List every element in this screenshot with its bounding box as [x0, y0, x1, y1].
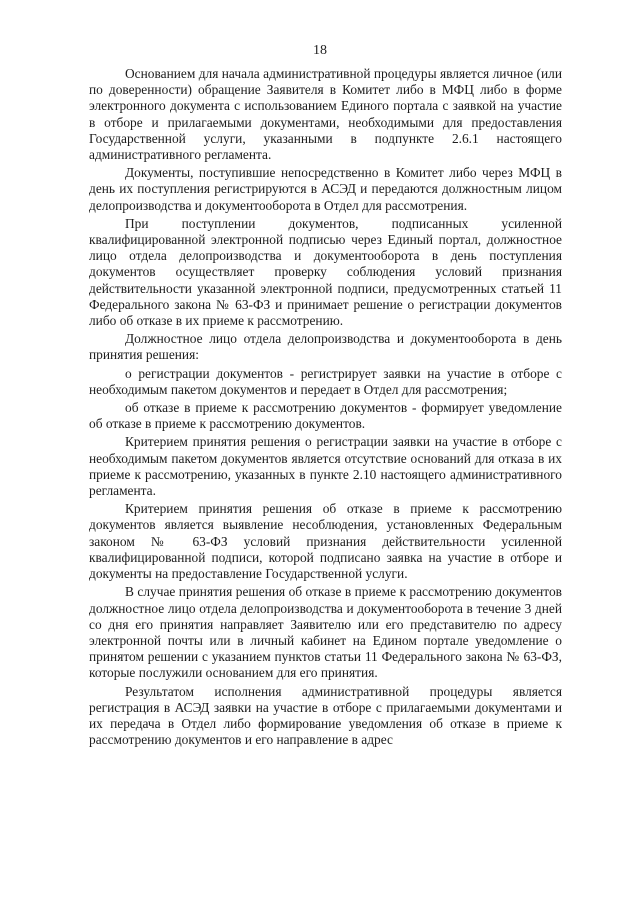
- paragraph: В случае принятия решения об отказе в приеме к рассмотрению документов должностное лицо отдела делопроизводства и документооборота в течение 3 дней со дня его принятия направляет Заявителю или его представителю по адресу электронной почты или в личный кабинет на Едином портале уведомление о принятом решении с указанием пунктов статьи 11 Федерального закона № 63-ФЗ, которые послужили основанием для его принятия.: [89, 584, 562, 681]
- paragraph: об отказе в приеме к рассмотрению документов - формирует уведомление об отказе в приеме к рассмотрению документов.: [89, 400, 562, 432]
- paragraph: Результатом исполнения административной процедуры является регистрация в АСЭД заявки на участие в отборе с прилагаемыми документами и их передача в Отдел либо формирование уведомления об отказе в приеме к рассмотрению документов и его направление в адрес: [89, 683, 562, 748]
- page-number: 18: [313, 43, 327, 58]
- document-body: [89, 66, 562, 750]
- paragraph: Документы, поступившие непосредственно в Комитет либо через МФЦ в день их поступления регистрируются в АСЭД и передаются должностным лицом делопроизводства и документооборота в Отдел для рассмотрения.: [89, 165, 562, 213]
- paragraph: Критерием принятия решения об отказе в приеме к рассмотрению документов является выявление несоблюдения, установленных Федеральным законом № 63-ФЗ условий признания действительности усиленной квалифицированной подписи, которой подписано заявка на участие в отборе и документы на предоставление Государственной услуги.: [89, 501, 562, 582]
- paragraph: о регистрации документов - регистрирует заявки на участие в отборе с необходимым пакетом документов и передает в Отдел для рассмотрения;: [89, 365, 562, 397]
- paragraph: При поступлении документов, подписанных усиленной квалифицированной электронной подписью через Единый портал, должностное лицо отдела делопроизводства и документооборота в день поступления документов осуществляет проверку соблюдения условий признания действительности указанной электронной подписи, предусмотренных статьей 11 Федерального закона № 63-ФЗ и принимает решение о регистрации документов либо об отказе в их приеме к рассмотрению.: [89, 215, 562, 329]
- paragraph: Должностное лицо отдела делопроизводства и документооборота в день принятия решения:: [89, 331, 562, 363]
- paragraph: Критерием принятия решения о регистрации заявки на участие в отборе с необходимым пакетом документов является отсутствие оснований для отказа в их приеме к рассмотрению, указанных в пункте 2.10 настоящего административного регламента.: [89, 434, 562, 499]
- paragraph: Основанием для начала административной процедуры является личное (или по доверенности) обращение Заявителя в Комитет либо в МФЦ либо в форме электронного документа с использованием Единого портала с заявкой на участие в отборе и прилагаемыми документами, необходимыми для предоставления Государственной услуги, указанными в подпункте 2.6.1 настоящего административного регламента.: [89, 66, 562, 163]
